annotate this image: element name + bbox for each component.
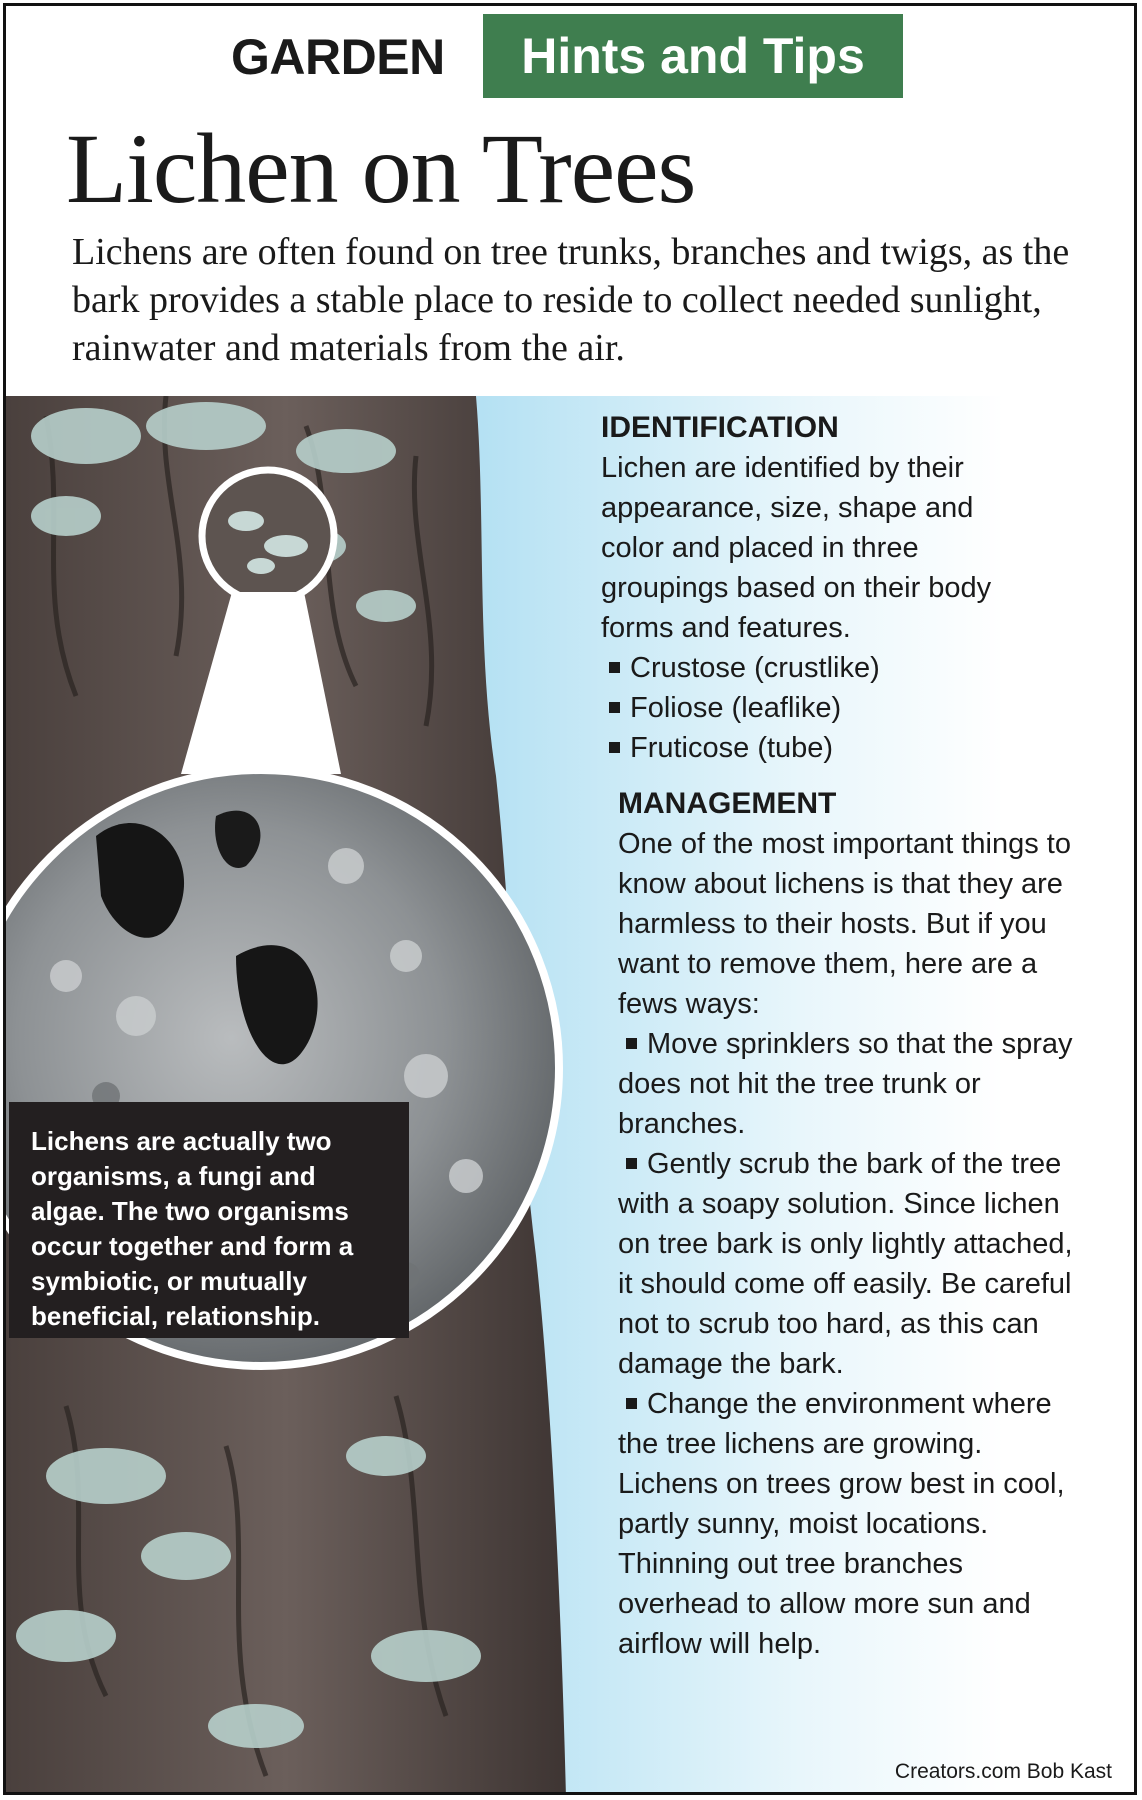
bullet-square-icon	[626, 1158, 637, 1169]
page-title: Lichen on Trees	[66, 113, 696, 224]
bullet-square-icon	[609, 742, 620, 753]
magnifier-small-circle	[202, 470, 334, 602]
management-body: One of the most important things to know about lichens is that they are harmless to their hosts. But if you want to remove them, here are a fews ways:	[618, 828, 1071, 1020]
tagline-label: Hints and Tips	[521, 28, 865, 84]
management-heading: MANAGEMENT	[618, 787, 837, 820]
bullet-square-icon	[609, 702, 620, 713]
identification-section	[601, 408, 1021, 768]
bullet-square-icon	[609, 662, 620, 673]
list-item: Fruticose (tube)	[601, 728, 1021, 768]
management-way: Gently scrub the bark of the tree with a soapy solution. Since lichen on tree bark is only lightly attached, it should come off easily. Be careful not to scrub too hard, as this can damage the bark.	[618, 1148, 1073, 1380]
photo-caption-box	[9, 1102, 409, 1338]
tagline-banner	[483, 14, 903, 98]
list-item: Foliose (leaflike)	[601, 688, 1021, 728]
lichen-types-list	[601, 648, 1021, 768]
masthead	[6, 10, 1134, 98]
tree-bark-photo	[6, 396, 606, 1795]
identification-heading: IDENTIFICATION	[601, 411, 839, 444]
management-way: Move sprinklers so that the spray does not hit the tree trunk or branches.	[618, 1028, 1073, 1140]
bullet-square-icon	[626, 1398, 637, 1409]
identification-body: Lichen are identified by their appearance, size, shape and color and placed in three groupings based on their body forms and features.	[601, 452, 992, 644]
bullet-square-icon	[626, 1038, 637, 1049]
credit-line: Creators.com Bob Kast	[894, 1760, 1112, 1783]
management-section	[618, 784, 1088, 1664]
brand-label: GARDEN	[231, 29, 445, 85]
intro-paragraph: Lichens are often found on tree trunks, branches and twigs, as the bark provides a stable place to reside to collect needed sunlight, rainwater and materials from the air.	[72, 231, 1070, 369]
management-way: Change the environment where the tree lichens are growing. Lichens on trees grow best in cool, partly sunny, moist locations. Thinning out tree branches overhead to allow more sun and airflow will help.	[618, 1388, 1065, 1660]
infographic-frame	[3, 3, 1137, 1795]
list-item: Crustose (crustlike)	[601, 648, 1021, 688]
content-area	[6, 396, 1137, 1795]
photo-caption: Lichens are actually two organisms, a fungi and algae. The two organisms occur together and form a symbiotic, or mutually beneficial, relationship.	[31, 1126, 354, 1331]
